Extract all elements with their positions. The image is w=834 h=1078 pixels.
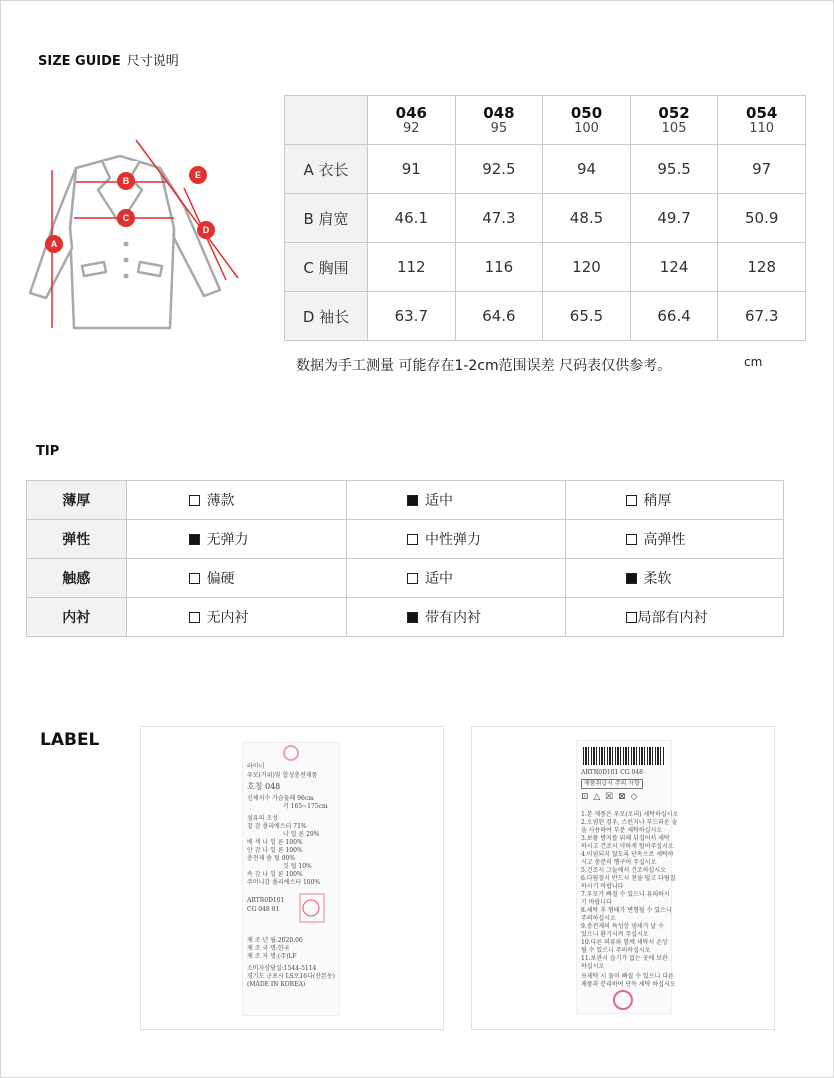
size-cell: 49.7	[630, 194, 718, 243]
tip-row-lining	[27, 598, 784, 637]
tip-option: 适中	[347, 559, 565, 598]
row-label: D 袖长	[285, 292, 368, 341]
size-cell: 66.4	[630, 292, 718, 341]
size-header-row	[285, 96, 806, 145]
svg-text:B: B	[122, 176, 130, 186]
row-label: A 衣长	[285, 145, 368, 194]
svg-text:D: D	[202, 225, 210, 235]
care-label-photo-front	[140, 726, 444, 1030]
size-cell: 92.5	[455, 145, 543, 194]
checkbox-unchecked-icon	[407, 534, 418, 545]
tip-option: 中性弹力	[347, 520, 565, 559]
coat-measurement-diagram	[24, 128, 254, 333]
size-cell: 120	[543, 243, 631, 292]
checkbox-checked-icon	[407, 612, 418, 623]
tip-table	[26, 480, 784, 637]
size-col-046: 046 92	[368, 96, 456, 145]
checkbox-unchecked-icon	[626, 495, 637, 506]
size-cell: 47.3	[455, 194, 543, 243]
size-cell: 97	[718, 145, 806, 194]
tip-option: 适中	[347, 481, 565, 520]
checkbox-checked-icon	[626, 573, 637, 584]
marker-e	[189, 166, 207, 184]
checkbox-unchecked-icon	[189, 495, 200, 506]
size-cell: 94	[543, 145, 631, 194]
marker-c	[117, 209, 135, 227]
tip-option: 偏硬	[126, 559, 346, 598]
checkbox-checked-icon	[407, 495, 418, 506]
checkbox-unchecked-icon	[626, 612, 637, 623]
tip-option: 高弹性	[565, 520, 784, 559]
tip-row-label: 薄厚	[27, 481, 127, 520]
tip-row-thickness	[27, 481, 784, 520]
tip-row-label: 弹性	[27, 520, 127, 559]
size-cell: 128	[718, 243, 806, 292]
size-cell: 63.7	[368, 292, 456, 341]
size-col-054: 054 110	[718, 96, 806, 145]
size-cell: 64.6	[455, 292, 543, 341]
row-label: C 胸围	[285, 243, 368, 292]
size-row-chest	[285, 243, 806, 292]
checkbox-unchecked-icon	[407, 573, 418, 584]
care-instruction-tag: ARTR0D101 CG 048 제품취급시 주의 사항 ⊡ △ ☒ ⊠ ◇ 1.본 제품은 우모(오리) 세탁하십시오 2.오염된 경우, 스펀지나 부드러운 솔 을 사용하여 부분 세탁하십시오 3.보풀 방지를 위해 뒤집어서 세탁 하시고 건조시 약하게 털어주십시오 4.이염되지 않도록 단독으로 세탁하 시고 충분히 헹구어 주십시오 5.건조시 그늘에서 건조하십시오 6.다림질시 반드시 천을 덮고 다림질 하시기 바랍니다 7.우모가 빠질 수 있으니 유의하시 기 바랍니다 8.세탁 후 형태가 변형될 수 있으니 주의하십시오 9.충전재의 특성상 냄새가 날 수 있으니 환기시켜 주십시오 10.다른 의류와 함께 세탁시 손상 될 수 있으니 주의하십시오 11.보관시 습기가 없는 곳에 보관 하십시오 ※세탁 시 물이 빠질 수 있으니 다른 제품과 분리하여 단독 세탁 하십시오	[576, 740, 672, 1014]
tip-option: 柔软	[565, 559, 784, 598]
measurement-note: 数据为手工测量 可能存在1-2cm范围误差 尺码表仅供参考。	[296, 358, 672, 374]
size-cell: 46.1	[368, 194, 456, 243]
tip-option: 局部有内衬	[565, 598, 784, 637]
tip-row-elasticity	[27, 520, 784, 559]
size-cell: 48.5	[543, 194, 631, 243]
checkbox-unchecked-icon	[626, 534, 637, 545]
checkbox-unchecked-icon	[189, 612, 200, 623]
label-seal-icon	[611, 989, 635, 1011]
size-cell: 116	[455, 243, 543, 292]
row-label: B 肩宽	[285, 194, 368, 243]
care-label-tag: 라이너 우모(거위)및 합성충전재품 호칭 048 신체치수 가슴둘레 96cm 키 165~175cm 섬유의 조성 겉 감 폴리에스터 71% 나 일 론 29% 배 색 나 일 론 100% 안 감 나 일 론 100% 충전재 솜 털 90% 깃 털 10% 속 감 나 일 론 100% 주머니감 폴리에스터 100% ARTR0D101 CG 048 01 제 조 년 월:2020.06 제 조 국 명:한국 제 조 자 명:(주)LF 소비자상담실:1544-5114 경기도 군포시 LS로16다(산본동) (MADE IN KOREA)	[242, 742, 340, 1016]
care-label-photo-back	[471, 726, 775, 1030]
marker-a	[45, 235, 63, 253]
size-cell: 124	[630, 243, 718, 292]
tip-option: 带有内衬	[347, 598, 565, 637]
unit-label: cm	[744, 355, 763, 369]
barcode-icon	[583, 747, 665, 765]
checkbox-unchecked-icon	[189, 573, 200, 584]
tip-option: 无内衬	[126, 598, 346, 637]
tip-row-label: 触感	[27, 559, 127, 598]
size-row-shoulder	[285, 194, 806, 243]
size-cell: 95.5	[630, 145, 718, 194]
svg-text:C: C	[122, 213, 130, 223]
size-row-length	[285, 145, 806, 194]
size-row-sleeve	[285, 292, 806, 341]
tip-option: 无弹力	[126, 520, 346, 559]
svg-text:E: E	[194, 170, 202, 180]
label-stamp-icon	[299, 893, 325, 923]
tip-option: 薄款	[126, 481, 346, 520]
label-logo-mark	[279, 745, 303, 761]
svg-text:A: A	[50, 239, 58, 249]
size-col-052: 052 105	[630, 96, 718, 145]
tip-title: TIP	[36, 444, 60, 459]
size-cell: 65.5	[543, 292, 631, 341]
marker-d	[197, 221, 215, 239]
size-table-corner	[285, 96, 368, 145]
size-guide-title: SIZE GUIDE 尺寸说明	[38, 54, 179, 69]
marker-b	[117, 172, 135, 190]
size-cell: 67.3	[718, 292, 806, 341]
size-table	[284, 95, 806, 341]
tip-row-touch	[27, 559, 784, 598]
size-cell: 50.9	[718, 194, 806, 243]
wash-symbols-icon: ⊡ △ ☒ ⊠ ◇	[581, 792, 639, 802]
label-title: LABEL	[40, 730, 100, 750]
size-col-048: 048 95	[455, 96, 543, 145]
size-cell: 91	[368, 145, 456, 194]
checkbox-checked-icon	[189, 534, 200, 545]
size-guide-subtitle: 尺寸说明	[126, 54, 179, 69]
tip-row-label: 内衬	[27, 598, 127, 637]
size-cell: 112	[368, 243, 456, 292]
size-col-050: 050 100	[543, 96, 631, 145]
tip-option: 稍厚	[565, 481, 784, 520]
